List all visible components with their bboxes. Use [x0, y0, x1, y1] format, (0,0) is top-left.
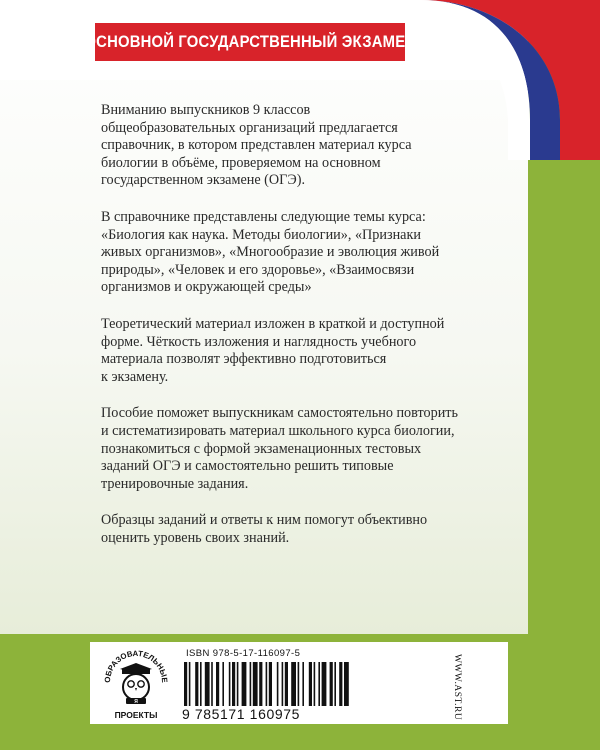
paragraph-theory	[101, 316, 491, 386]
barcode-bar	[298, 662, 300, 706]
isbn-label: ISBN 978-5-17-116097-5	[186, 648, 301, 659]
barcode-bar	[189, 662, 191, 706]
barcode-bar	[237, 662, 239, 706]
text-line: познакомиться с формой экзаменационных тестовых	[101, 440, 422, 457]
barcode-bar	[253, 662, 258, 706]
badge-bottom-text: ПРОЕКТЫ	[114, 710, 158, 720]
publisher-website	[450, 654, 464, 721]
text-line: В справочнике представлены следующие темы курса:	[101, 208, 426, 225]
barcode-bar	[195, 662, 198, 706]
barcode-bar	[330, 662, 333, 706]
barcode-bar	[322, 662, 327, 706]
owl-mascot-icon	[120, 663, 152, 705]
text-line: государственном экзамене (ОГЭ).	[101, 172, 305, 189]
text-line: природы», «Человек и его здоровье», «Взаимосвязи	[101, 261, 415, 278]
text-line: общеобразовательных организаций предлагается	[101, 119, 398, 136]
text-line: организмов и окружающей среды»	[101, 279, 312, 296]
svg-text:Я: Я	[134, 699, 138, 705]
barcode-bar	[344, 662, 349, 706]
barcode-bar	[232, 662, 235, 706]
text-line: заданий ОГЭ и самостоятельно решить типовые	[101, 458, 394, 475]
barcode-bar	[318, 662, 320, 706]
description-text	[101, 102, 491, 566]
barcode-bar	[339, 662, 342, 706]
text-line: Образцы заданий и ответы к ним помогут объективно	[101, 512, 428, 529]
badge-top-text: ОБРАЗОВАТЕЛЬНЫЕ	[102, 648, 170, 684]
barcode-bar	[242, 662, 247, 706]
exam-title-banner	[84, 23, 416, 61]
barcode-bar	[216, 662, 219, 706]
barcode-bar	[282, 662, 284, 706]
text-line: Теоретический материал изложен в краткой и доступной	[101, 315, 445, 332]
paragraph-intro	[101, 102, 491, 190]
barcode-bar	[269, 662, 272, 706]
publisher-website-text: WWW.AST.RU	[452, 654, 462, 721]
text-line: к экзамену.	[101, 368, 169, 385]
barcode-bar	[314, 662, 316, 706]
text-line: форме. Чёткость изложения и наглядность учебного	[101, 333, 417, 350]
text-line: Пособие поможет выпускникам самостоятельно повторить	[101, 405, 458, 422]
barcode-digits: 9 785171 160975	[182, 706, 300, 722]
text-line: биологии в объёме, проверяемом на основном	[101, 154, 381, 171]
barcode-bar	[211, 662, 213, 706]
barcode-bar	[229, 662, 231, 706]
barcode-bar	[285, 662, 288, 706]
barcode-bar	[259, 662, 262, 706]
barcode-bar	[200, 662, 202, 706]
text-line: тренировочные задания.	[101, 475, 249, 492]
barcode-bar	[222, 662, 224, 706]
barcode-bar	[266, 662, 268, 706]
text-line: «Биология как наука. Методы биологии», «Признаки	[101, 226, 421, 243]
barcode-bar	[309, 662, 312, 706]
barcode-bar	[250, 662, 252, 706]
paragraph-topics	[101, 209, 491, 297]
barcode-bar	[302, 662, 304, 706]
barcode-bar	[205, 662, 210, 706]
text-line: живых организмов», «Многообразие и эволюция живой	[101, 244, 440, 261]
barcode-bar	[277, 662, 279, 706]
paragraph-benefits	[101, 405, 491, 493]
text-line: и систематизировать материал школьного курса биологии,	[101, 422, 455, 439]
text-line: справочник, в котором представлен материал курса	[101, 137, 412, 154]
paragraph-samples	[101, 512, 491, 547]
barcode-bar	[334, 662, 336, 706]
barcode-bar	[184, 662, 187, 706]
exam-title-text: ОСНОВНОЙ ГОСУДАРСТВЕННЫЙ ЭКЗАМЕН	[84, 32, 416, 51]
isbn-panel	[90, 642, 508, 724]
isbn-barcode	[182, 662, 444, 706]
barcode-bar	[291, 662, 296, 706]
text-line: материала позволят эффективно подготовиться	[101, 351, 387, 368]
educational-projects-badge	[100, 642, 172, 724]
text-line: Вниманию выпускников 9 классов	[101, 102, 311, 118]
text-line: оценить уровень своих знаний.	[101, 529, 290, 546]
